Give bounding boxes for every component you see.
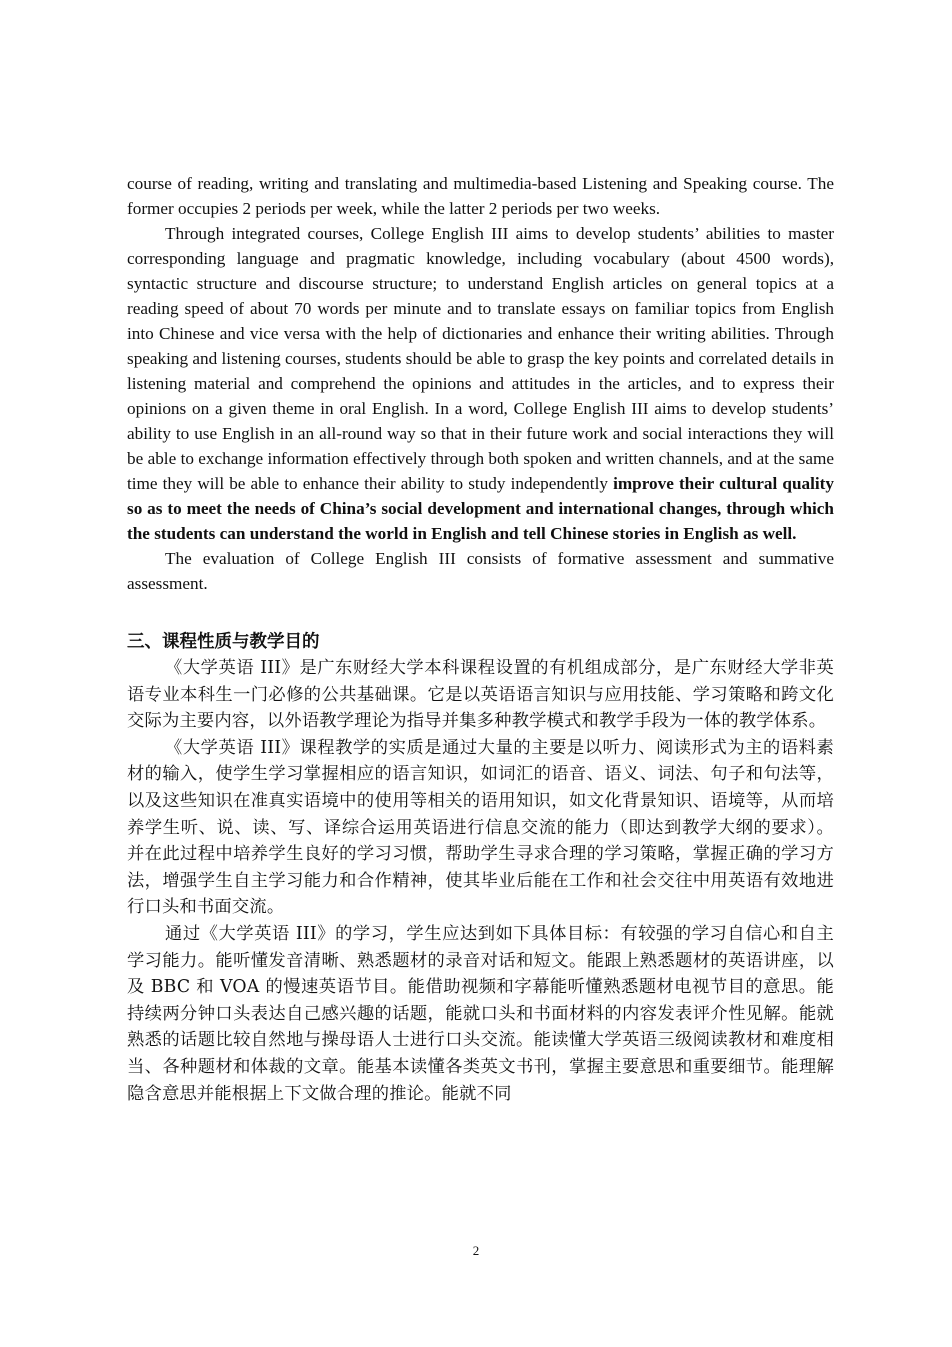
paragraph-cn-course-nature: 《大学英语 III》是广东财经大学本科课程设置的有机组成部分，是广东财经大学非英语专业本科生一门必修的公共基础课。它是以英语语言知识与应用技能、学习策略和跨文化交际为主要内容，以外语教学理论为指导并集多种教学模式和教学手段为一体的教学体系。	[127, 658, 834, 732]
paragraph-course-aims	[127, 221, 834, 546]
paragraph-evaluation: The evaluation of College English III consists of formative assessment and summative assessment.	[127, 549, 834, 593]
paragraph-cn-teaching-essence: 《大学英语 III》课程教学的实质是通过大量的主要是以听力、阅读形式为主的语料素材的输入，使学生学习掌握相应的语言知识，如词汇的语音、语义、词法、句子和句法等，以及这些知识在准真实语境中的使用等相关的语用知识，如文化背景知识、语境等，从而培养学生听、说、读、写、译综合运用英语进行信息交流的能力（即达到教学大纲的要求）。并在此过程中培养学生良好的学习习惯，帮助学生寻求合理的学习策略，掌握正确的学习方法，增强学生自主学习能力和合作精神，使其毕业后能在工作和社会交往中用英语有效地进行口头和书面交流。	[127, 737, 834, 918]
paragraph-course-aims-text: Through integrated courses, College English III aims to develop students’ abilities to master corresponding language and pragmatic knowledge, including vocabulary (about 4500 words), syntactic structure and discourse structure; to understand English articles on general topics at a reading speed of about 70 words per minute and to translate essays on familiar topics from English into Chinese and vice versa with the help of dictionaries and enhance their writing abilities. Through speaking and listening courses, students should be able to grasp the key points and correlated details in listening material and comprehend the opinions and attitudes in the articles, and to express their opinions on a given theme in oral English. In a word, College English III aims to develop students’ ability to use English in an all-round way so that in their future work and social interactions they will be able to exchange information effectively through both spoken and written channels, and at the same time they will be able to enhance their ability to study independently	[127, 224, 834, 493]
page-number: 2	[472, 1243, 480, 1258]
page-content	[127, 171, 834, 1107]
paragraph-course-structure: course of reading, writing and translating and multimedia-based Listening and Speaking course. The former occupies 2 periods per week, while the latter 2 periods per two weeks.	[127, 174, 834, 218]
paragraph-course-aims-bold-text: improve their cultural quality so as to meet the needs of China’s social development and international changes, through which the students can understand the world in English and tell Chinese stories in English as well.	[127, 474, 834, 543]
section-heading: 三、课程性质与教学目的	[127, 632, 320, 652]
paragraph-cn-specific-goals: 通过《大学英语 III》的学习，学生应达到如下具体目标：有较强的学习自信心和自主学习能力。能听懂发音清晰、熟悉题材的录音对话和短文。能跟上熟悉题材的英语讲座，以及 BBC 和 VOA 的慢速英语节目。能借助视频和字幕能听懂熟悉题材电视节目的意思。能持续两分钟口头表达自己感兴趣的话题，能就口头和书面材料的内容发表评介性见解。能就熟悉的话题比较自然地与操母语人士进行口头交流。能读懂大学英语三级阅读教材和难度相当、各种题材和体裁的文章。能基本读懂各类英文书刊，掌握主要意思和重要细节。能理解隐含意思并能根据上下文做合理的推论。能就不同	[127, 923, 834, 1104]
